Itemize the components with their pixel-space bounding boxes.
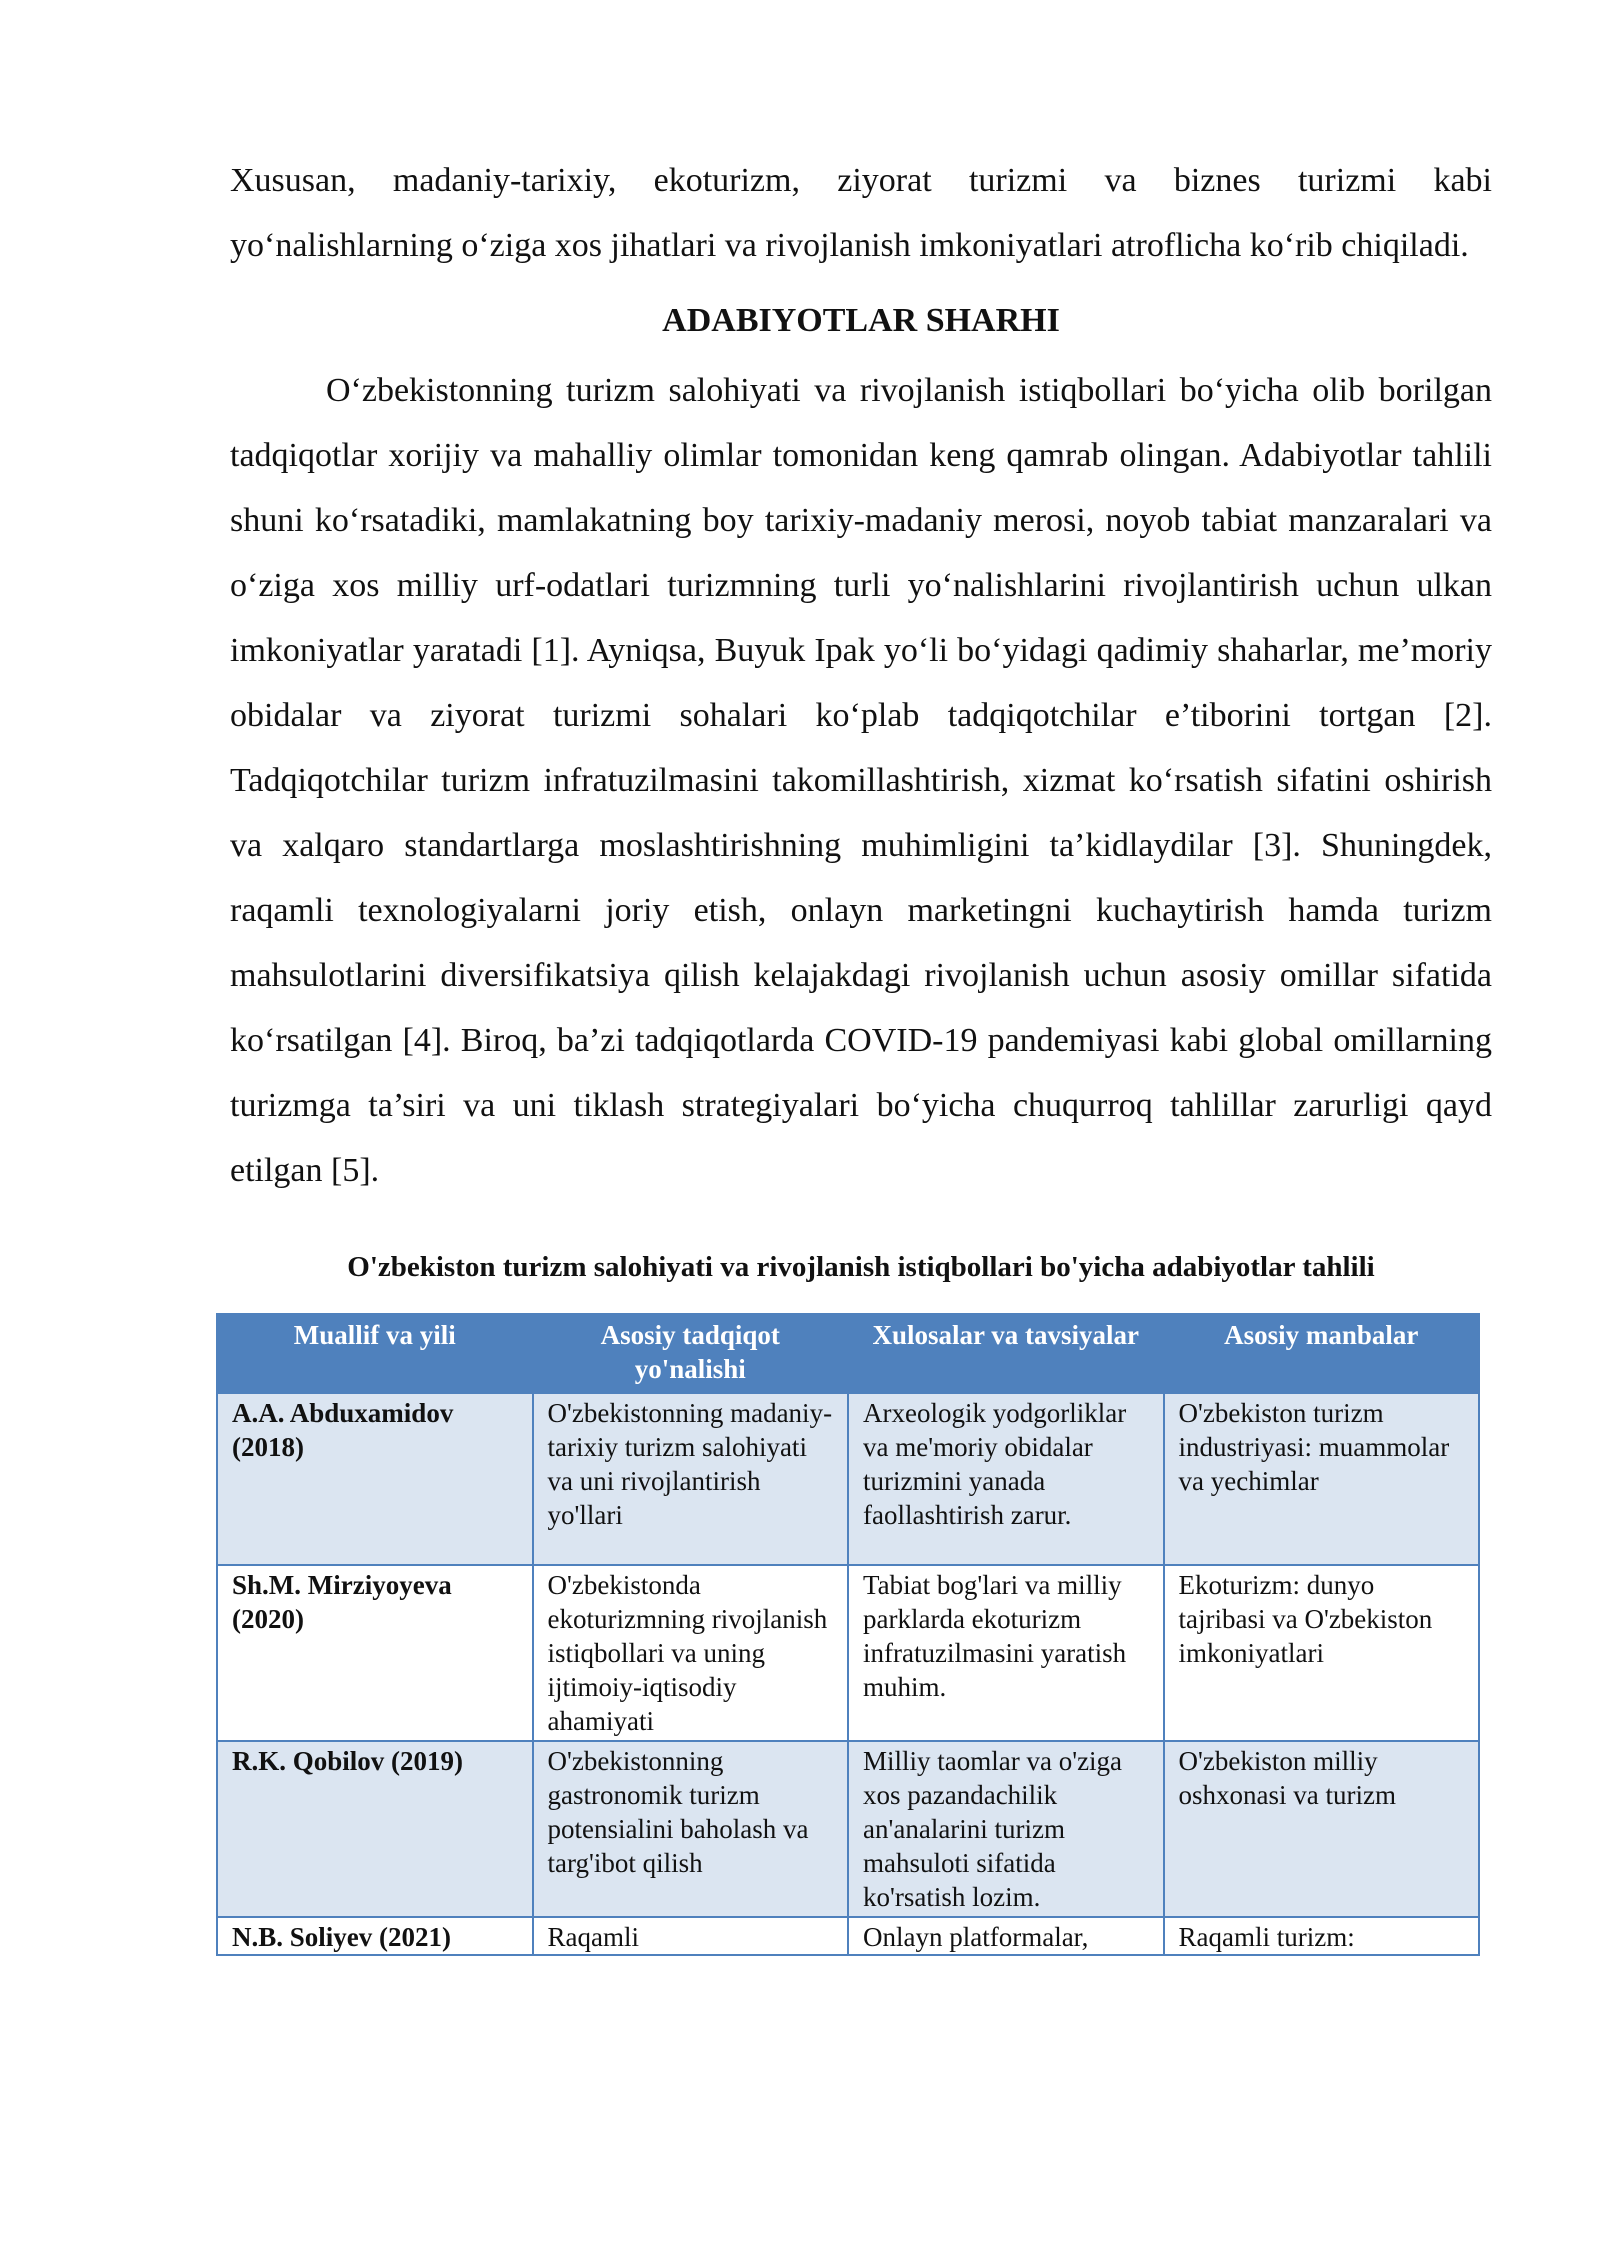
table-header-row [217,1314,1479,1393]
cell-direction: O'zbekistonning gastronomik turizm potensialini baholash va targ'ibot qilish [533,1741,849,1917]
cell-sources: O'zbekiston turizm industriyasi: muammolar va yechimlar [1164,1393,1480,1565]
table-row [217,1565,1479,1741]
cell-sources: Ekoturizm: dunyo tajribasi va O'zbekiston imkoniyatlari [1164,1565,1480,1741]
cell-direction: O'zbekistonda ekoturizmning rivojlanish istiqbollari va uning ijtimoiy-iqtisodiy ahamiyati [533,1565,849,1741]
cell-author: R.K. Qobilov (2019) [217,1741,533,1917]
header-research-direction: Asosiy tadqiqot yo'nalishi [533,1314,849,1393]
literature-table [216,1313,1480,1956]
cell-conclusions: Tabiat bog'lari va milliy parklarda ekoturizm infratuzilmasini yaratish muhim. [848,1565,1164,1741]
cell-sources: Raqamli turizm: [1164,1917,1480,1955]
intro-paragraph: Xususan, madaniy-tarixiy, ekoturizm, ziyorat turizmi va biznes turizmi kabi yo‘nalishlarning o‘ziga xos jihatlari va rivojlanish imkoniyatlari atroflicha ko‘rib chiqiladi. [230,162,1492,264]
cell-sources: O'zbekiston milliy oshxonasi va turizm [1164,1741,1480,1917]
table-caption: O'zbekiston turizm salohiyati va rivojlanish istiqbollari bo'yicha adabiyotlar tahlili [347,1251,1375,1283]
section-title: ADABIYOTLAR SHARHI [662,302,1060,339]
cell-direction: Raqamli [533,1917,849,1955]
header-conclusions: Xulosalar va tavsiyalar [848,1314,1164,1393]
table-row [217,1741,1479,1917]
cell-direction: O'zbekistonning madaniy-tarixiy turizm salohiyati va uni rivojlantirish yo'llari [533,1393,849,1565]
cell-author: N.B. Soliyev (2021) [217,1917,533,1955]
literature-review-paragraph: O‘zbekistonning turizm salohiyati va rivojlanish istiqbollari bo‘yicha olib borilgan tadqiqotlar xorijiy va mahalliy olimlar tomonidan keng qamrab olingan. Adabiyotlar tahlili shuni ko‘rsatadiki, mamlakatning boy tarixiy-madaniy merosi, noyob tabiat manzaralari va o‘ziga xos milliy urf-odatlari turizmning turli yo‘nalishlarini rivojlantirish uchun ulkan imkoniyatlar yaratadi [1]. Ayniqsa, Buyuk Ipak yo‘li bo‘yidagi qadimiy shaharlar, me’moriy obidalar va ziyorat turizmi sohalari ko‘plab tadqiqotchilar e’tiborini tortgan [2]. Tadqiqotchilar turizm infratuzilmasini takomillashtirish, xizmat ko‘rsatish sifatini oshirish va xalqaro standartlarga moslashtirishning muhimligini ta’kidlaydilar [3]. Shuningdek, raqamli texnologiyalarni joriy etish, onlayn marketingni kuchaytirish hamda turizm mahsulotlarini diversifikatsiya qilish kelajakdagi rivojlanish uchun asosiy omillar sifatida ko‘rsatilgan [4]. Biroq, ba’zi tadqiqotlarda COVID-19 pandemiyasi kabi global omillarning turizmga ta’siri va uni tiklash strategiyalari bo‘yicha chuqurroq tahlillar zarurligi qayd etilgan [5]. [230,372,1492,1189]
header-author-year: Muallif va yili [217,1314,533,1393]
document-page [230,148,1492,1956]
cell-author: A.A. Abduxamidov (2018) [217,1393,533,1565]
cell-conclusions: Onlayn platformalar, [848,1917,1164,1955]
cell-author: Sh.M. Mirziyoyeva (2020) [217,1565,533,1741]
header-main-sources: Asosiy manbalar [1164,1314,1480,1393]
table-row [217,1393,1479,1565]
cell-conclusions: Milliy taomlar va o'ziga xos pazandachilik an'analarini turizm mahsuloti sifatida ko'rsatish lozim. [848,1741,1164,1917]
table-row [217,1917,1479,1955]
cell-conclusions: Arxeologik yodgorliklar va me'moriy obidalar turizmini yanada faollashtirish zarur. [848,1393,1164,1565]
